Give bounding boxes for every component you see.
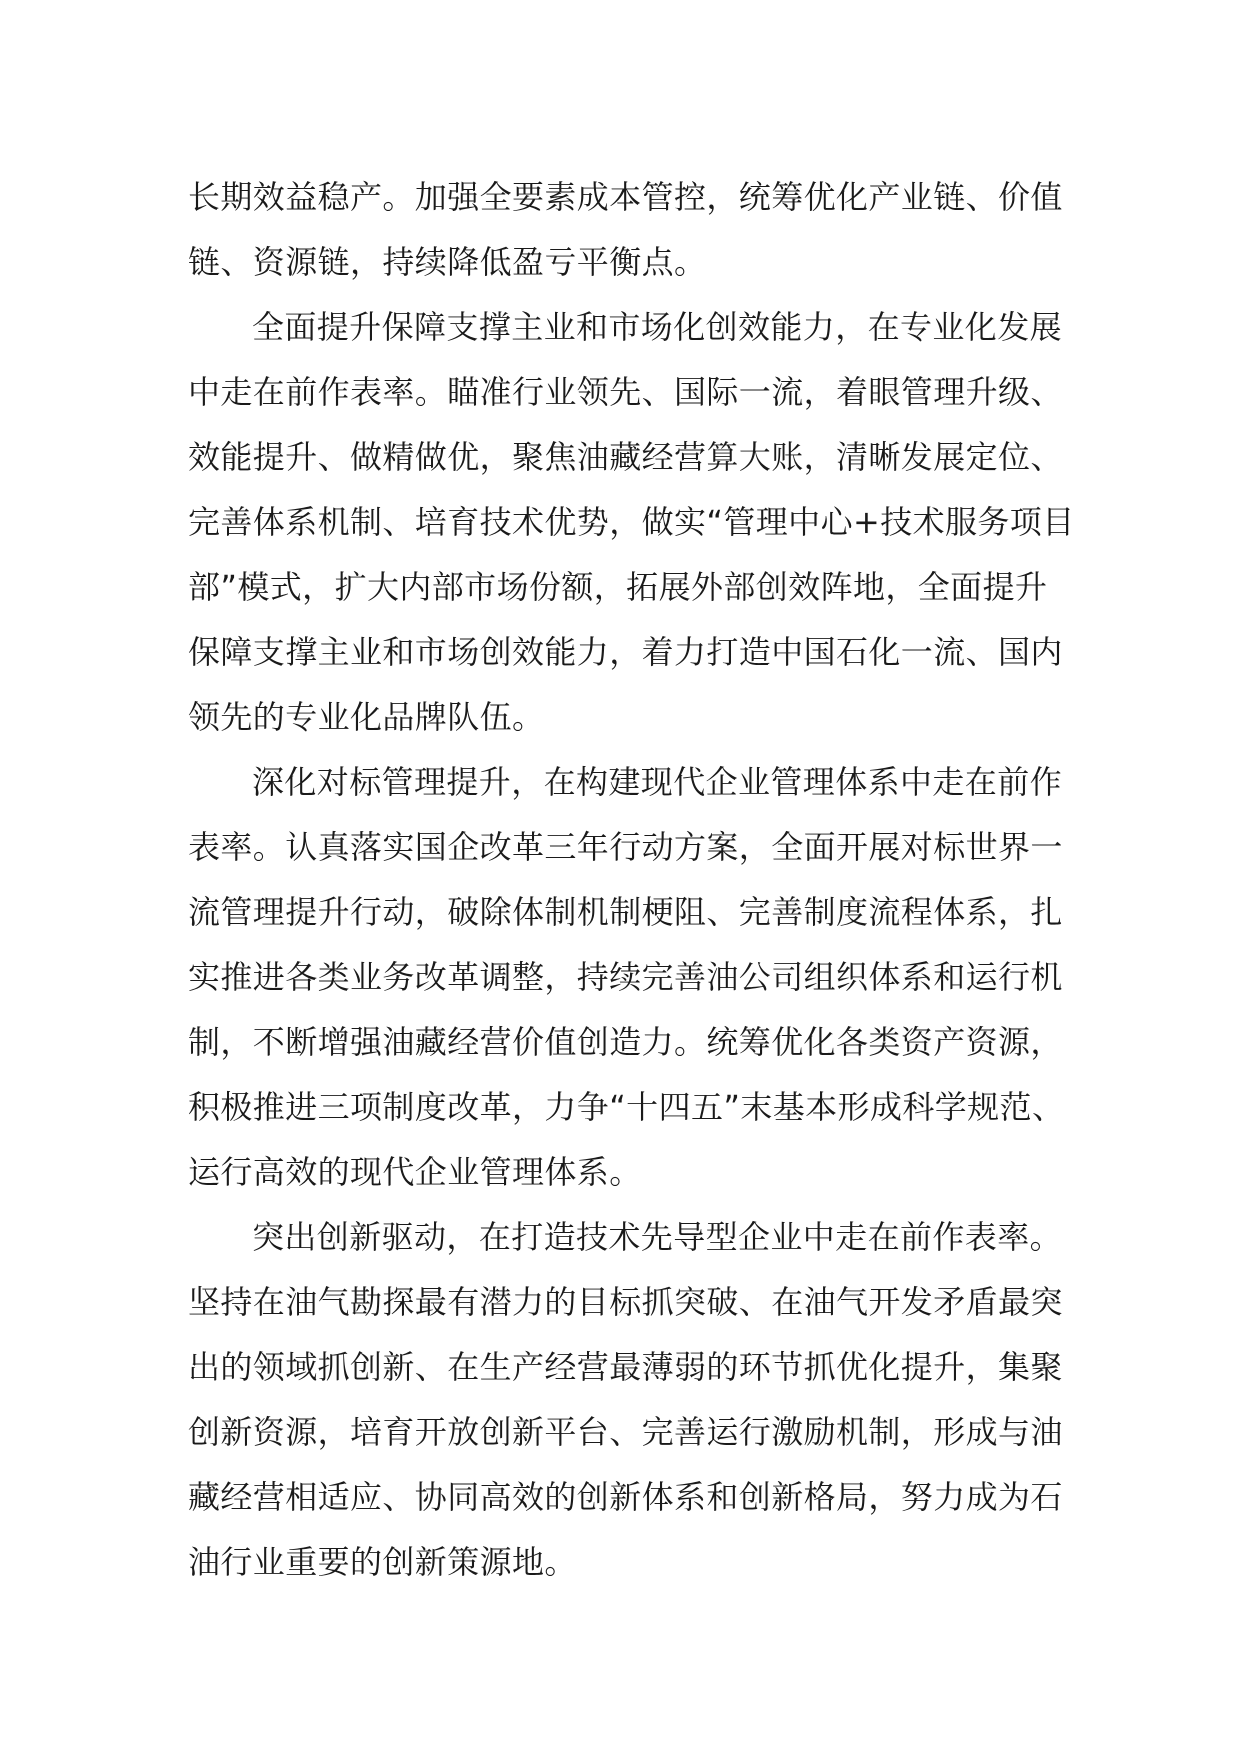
text-line: 深化对标管理提升，在构建现代企业管理体系中走在前作 [252,763,1063,801]
text-line: 制，不断增强油藏经营价值创造力。统筹优化各类资产资源， [188,1023,1063,1061]
text-line: 藏经营相适应、协同高效的创新体系和创新格局，努力成为石 [188,1478,1063,1516]
paragraph-continued [188,165,1068,295]
text-line: 油行业重要的创新策源地。 [188,1543,577,1581]
text-line: 保障支撑主业和市场创效能力，着力打造中国石化一流、国内 [188,633,1063,671]
text-line: 实推进各类业务改革调整，持续完善油公司组织体系和运行机 [188,958,1063,996]
text-line: 完善体系机制、培育技术优势，做实“管理中心+技术服务项目 [188,503,1075,541]
paragraph-professional-capability [188,295,1075,750]
text-line: 出的领域抓创新、在生产经营最薄弱的环节抓优化提升，集聚 [188,1348,1063,1386]
text-line: 创新资源，培育开放创新平台、完善运行激励机制，形成与油 [188,1413,1063,1451]
text-line: 坚持在油气勘探最有潜力的目标抓突破、在油气开发矛盾最突 [188,1283,1063,1321]
text-line: 中走在前作表率。瞄准行业领先、国际一流，着眼管理升级、 [188,373,1063,411]
text-line: 链、资源链，持续降低盈亏平衡点。 [188,243,707,281]
text-line: 运行高效的现代企业管理体系。 [188,1153,642,1191]
text-line: 领先的专业化品牌队伍。 [188,698,545,736]
text-line: 全面提升保障支撑主业和市场化创效能力，在专业化发展 [252,308,1063,346]
text-line: 积极推进三项制度改革，力争“十四五”末基本形成科学规范、 [188,1088,1065,1126]
text-line: 部”模式，扩大内部市场份额，拓展外部创效阵地，全面提升 [188,568,1048,606]
text-line: 突出创新驱动，在打造技术先导型企业中走在前作表率。 [252,1218,1063,1256]
paragraph-innovation-driven [188,1205,1068,1595]
text-line: 流管理提升行动，破除体制机制梗阻、完善制度流程体系，扎 [188,893,1063,931]
text-line: 长期效益稳产。加强全要素成本管控，统筹优化产业链、价值 [188,178,1063,216]
text-line: 表率。认真落实国企改革三年行动方案，全面开展对标世界一 [188,828,1063,866]
body-text [188,165,1075,1595]
text-line: 效能提升、做精做优，聚焦油藏经营算大账，清晰发展定位、 [188,438,1063,476]
paragraph-management-benchmarking [188,750,1068,1205]
